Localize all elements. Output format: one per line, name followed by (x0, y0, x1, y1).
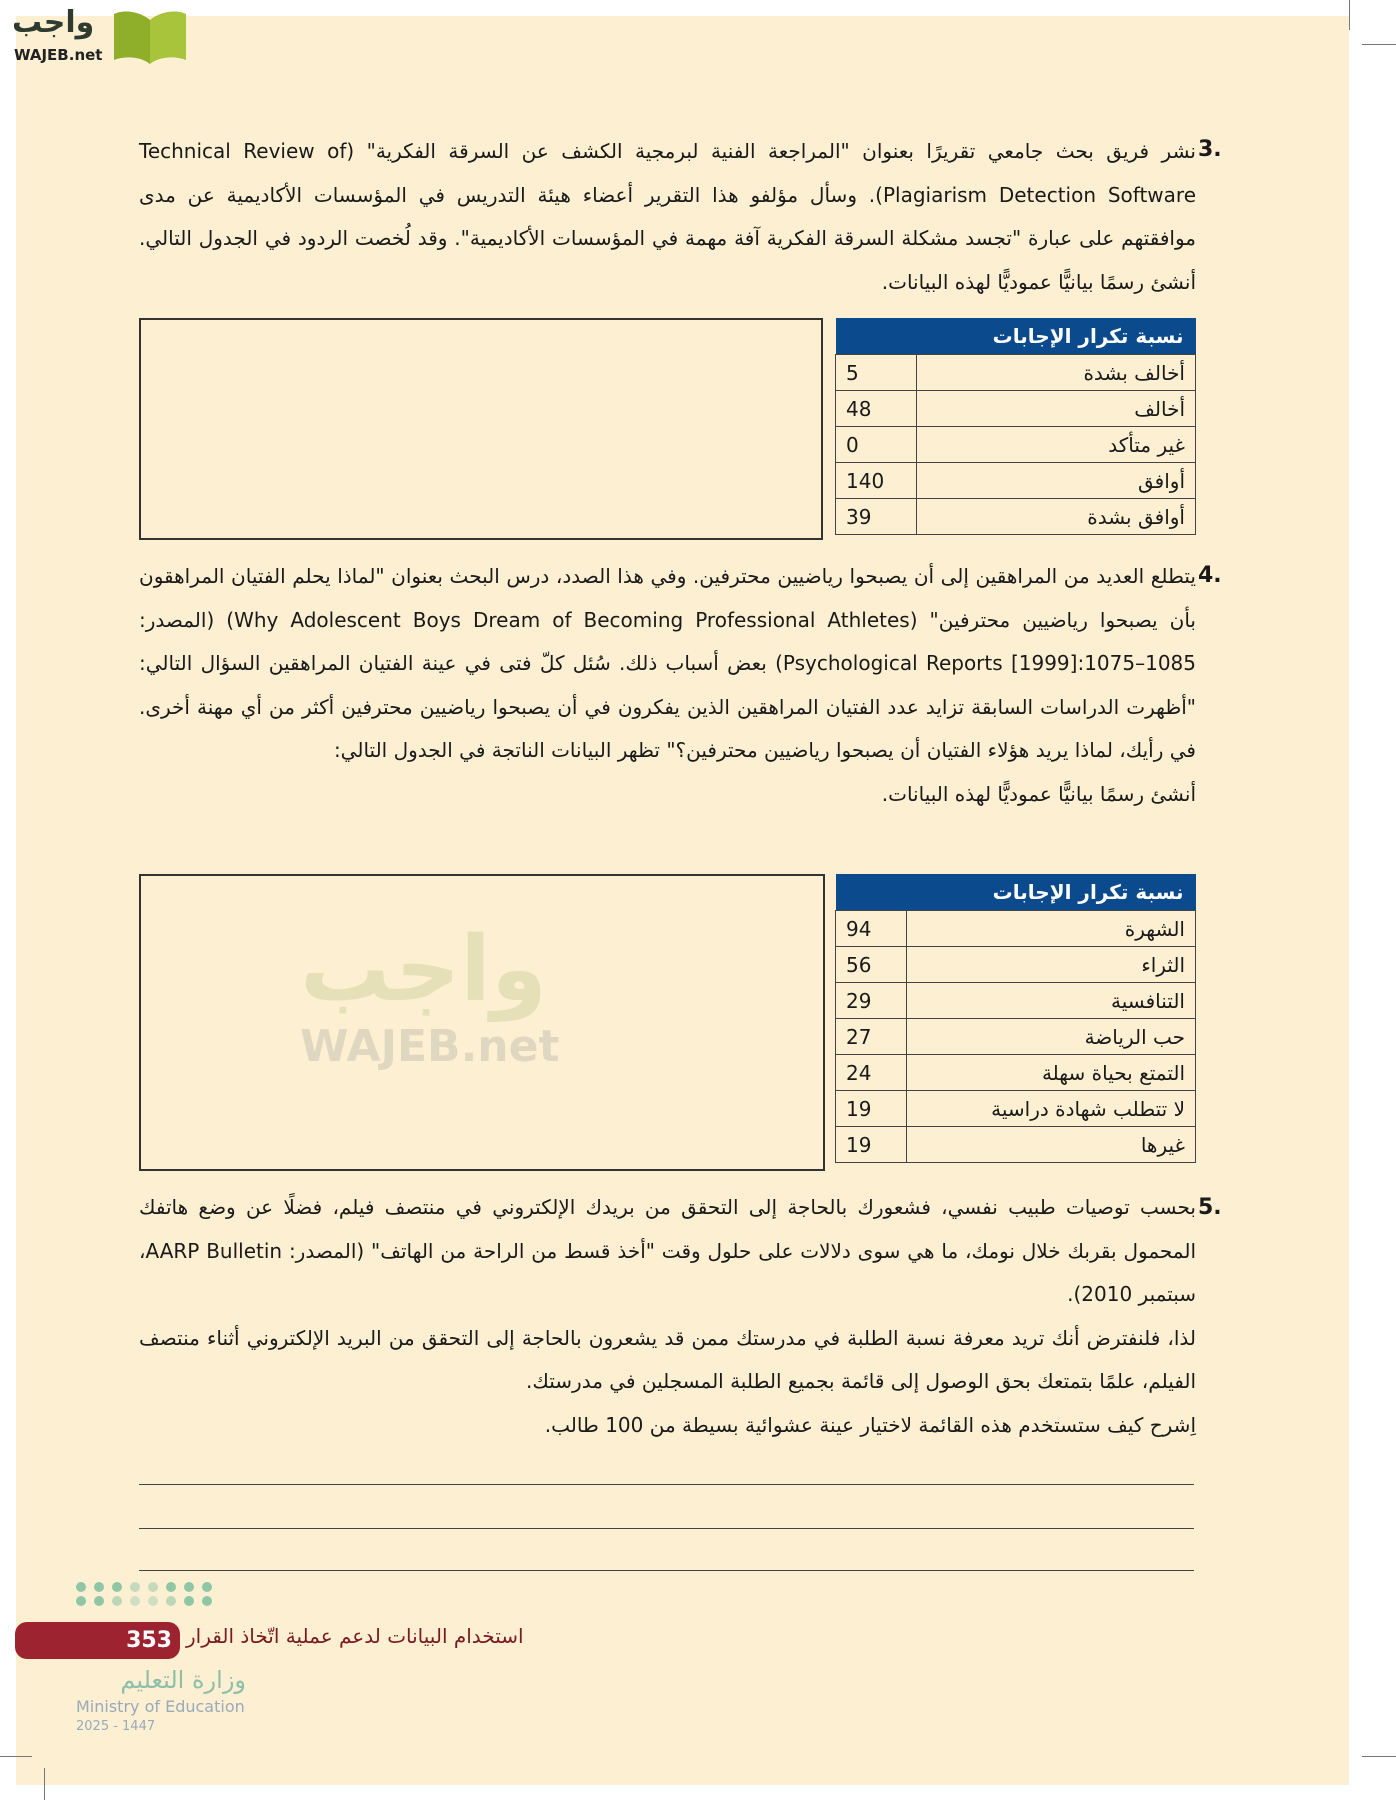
row-label: أخالف (917, 391, 1196, 427)
question-5-task: اِشرح كيف ستستخدم هذه القائمة لاختيار عينة عشوائية بسيطة من 100 طالب. (544, 1412, 1196, 1437)
question-5-number: 5. (1198, 1195, 1222, 1220)
table-header: نسبة تكرار الإجابات (836, 318, 1196, 355)
row-value: 27 (836, 1019, 907, 1055)
row-label: غيرها (907, 1127, 1196, 1163)
table-row (836, 911, 1196, 947)
question-3-text: نشر فريق بحث جامعي تقريرًا بعنوان "المراجعة الفنية لبرمجية الكشف عن السرقة الفكرية" (Technical Review of Plagiarism Detection Software). وسأل مؤلفو هذا التقرير أعضاء هيئة التدريس في المؤسسات الأكاديمية عن مدى موافقتهم على عبارة "تجسد مشكلة السرقة الفكرية آفة مهمة في المؤسسات الأكاديمية". وقد لُخصت الردود في الجدول التالي. أنشئ رسمًا بيانيًّا عموديًّا لهذه البيانات. (139, 139, 1196, 294)
chapter-title: استخدام البيانات لدعم عملية اتّخاذ القرار (186, 1624, 524, 1648)
row-label: الثراء (907, 947, 1196, 983)
table-row (836, 427, 1196, 463)
table-row (836, 1019, 1196, 1055)
ministry-text (76, 1664, 246, 1736)
question-4-table (835, 874, 1196, 1163)
question-4-number: 4. (1198, 563, 1222, 588)
table-row (836, 947, 1196, 983)
row-label: غير متأكد (917, 427, 1196, 463)
table-row (836, 983, 1196, 1019)
row-label: أوافق بشدة (917, 499, 1196, 535)
watermark-latin: WAJEB.net (300, 1021, 560, 1072)
row-value: 140 (836, 463, 917, 499)
answer-line[interactable] (139, 1484, 1194, 1485)
row-label: أخالف بشدة (917, 355, 1196, 391)
table-row (836, 499, 1196, 535)
book-icon (110, 8, 190, 66)
table-row (836, 1055, 1196, 1091)
question-4-text: يتطلع العديد من المراهقين إلى أن يصبحوا رياضيين محترفين. وفي هذا الصدد، درس البحث بعنوان "لماذا يحلم الفتيان المراهقون بأن يصبحوا رياضيين محترفين" (Why Adolescent Boys Dream of Becoming Professional Athletes) (المصدر: Psychological Reports [1999]:1075–1085) بعض أسباب ذلك. سُئل كلّ فتى في عينة الفتيان المراهقين السؤال التالي: "أظهرت الدراسات السابقة تزايد عدد الفتيان المراهقين الذين يفكرون في أن يصبحوا رياضيين محترفين أكثر من أي مهنة أخرى. في رأيك، لماذا يريد هؤلاء الفتيان أن يصبحوا رياضيين محترفين؟" تظهر البيانات الناتجة في الجدول التالي: أنشئ رسمًا بيانيًّا عموديًّا لهذه البيانات. (139, 555, 1196, 817)
watermark-arabic: واجب (300, 917, 547, 1022)
crop-mark (0, 1756, 32, 1757)
row-label: أوافق (917, 463, 1196, 499)
question-4-answer-box[interactable] (139, 874, 825, 1171)
table-header: نسبة تكرار الإجابات (836, 874, 1196, 911)
row-label: الشهرة (907, 911, 1196, 947)
row-value: 29 (836, 983, 907, 1019)
question-3-table (835, 318, 1196, 535)
table-row (836, 355, 1196, 391)
question-5-context: لذا، فلنفترض أنك تريد معرفة نسبة الطلبة في مدرستك ممن قد يشعرون بالحاجة إلى التحقق من البريد الإلكتروني أثناء منتصف الفيلم، علمًا بتمتعك بحق الوصول إلى قائمة بجميع الطلبة المسجلين في مدرستك. (139, 1325, 1196, 1394)
answer-line[interactable] (139, 1570, 1194, 1571)
crop-mark (1362, 1756, 1396, 1757)
wajeb-logo[interactable] (4, 4, 189, 66)
row-label: التمتع بحياة سهلة (907, 1055, 1196, 1091)
row-value: 48 (836, 391, 917, 427)
page-number: 353 (15, 1622, 180, 1659)
ministry-logo (76, 1582, 216, 1606)
row-label: التنافسية (907, 983, 1196, 1019)
ministry-arabic: وزارة التعليم (120, 1666, 246, 1694)
row-value: 39 (836, 499, 917, 535)
row-value: 24 (836, 1055, 907, 1091)
logo-latin: WAJEB.net (14, 46, 103, 64)
table-row (836, 391, 1196, 427)
crop-mark (1349, 0, 1350, 30)
table-row (836, 1127, 1196, 1163)
ministry-english: Ministry of Education (76, 1697, 245, 1716)
ministry-dots-icon (76, 1582, 216, 1606)
table-row (836, 1091, 1196, 1127)
crop-mark (44, 1768, 45, 1800)
row-value: 5 (836, 355, 917, 391)
row-value: 19 (836, 1091, 907, 1127)
question-5-text: بحسب توصيات طبيب نفسي، فشعورك بالحاجة إلى التحقق من بريدك الإلكتروني في منتصف فيلم، فضلًا عن وضع هاتفك المحمول بقربك خلال نومك، ما هي سوى دلالات على حلول وقت "أخذ قسط من الراحة من الهاتف" (المصدر: AARP Bulletin، سبتمبر 2010). لذا، فلنفترض أنك تريد معرفة نسبة الطلبة في مدرستك ممن قد يشعرون بالحاجة إلى التحقق من البريد الإلكتروني أثناء منتصف الفيلم، علمًا بتمتعك بحق الوصول إلى قائمة بجميع الطلبة المسجلين في مدرستك. اِشرح كيف ستستخدم هذه القائمة لاختيار عينة عشوائية بسيطة من 100 طالب. (139, 1186, 1196, 1448)
ministry-year: 2025 - 1447 (76, 1719, 156, 1734)
row-value: 56 (836, 947, 907, 983)
answer-line[interactable] (139, 1528, 1194, 1529)
row-label: حب الرياضة (907, 1019, 1196, 1055)
question-3-number: 3. (1198, 137, 1222, 162)
question-4-instruction: أنشئ رسمًا بيانيًّا عموديًّا لهذه البيانات. (881, 781, 1196, 806)
question-3-answer-box[interactable] (139, 318, 823, 540)
crop-mark (1362, 44, 1396, 45)
row-value: 0 (836, 427, 917, 463)
row-label: لا تتطلب شهادة دراسية (907, 1091, 1196, 1127)
row-value: 19 (836, 1127, 907, 1163)
row-value: 94 (836, 911, 907, 947)
table-row (836, 463, 1196, 499)
logo-arabic: واجب (12, 5, 95, 40)
